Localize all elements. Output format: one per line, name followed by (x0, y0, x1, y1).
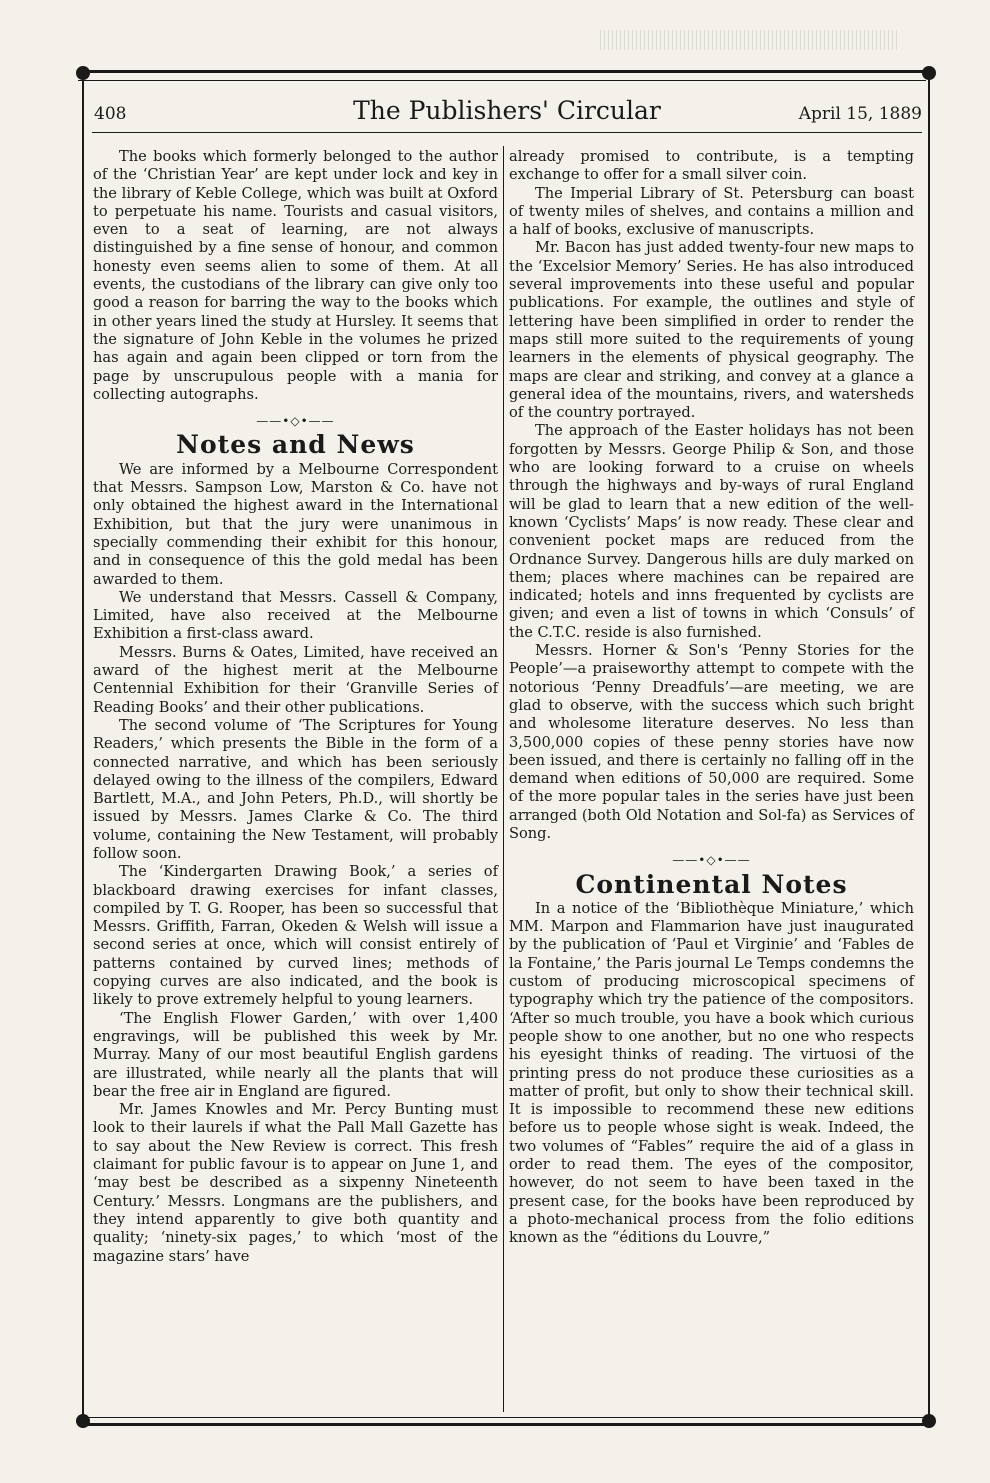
issue-date: April 15, 1889 (798, 104, 922, 124)
paragraph: Mr. James Knowles and Mr. Percy Bunting must look to their laurels if what the Pall Mall Gazette has to say about the New Review is correct. This fresh claimant for public favour is to appear on June 1, and ‘may best be described as a sixpenny Nineteenth Century.’ Messrs. Longmans are the publishers, and they intend apparently to give both quantity and quality; ‘ninety-six pages,’ to which ‘most of the magazine stars’ have (93, 1101, 498, 1265)
paragraph: Mr. Bacon has just added twenty-four new maps to the ‘Excelsior Memory’ Series. He has also introduced several improvements into these useful and popular publications. For example, the outlines and style of lettering have been simplified in order to render the maps still more suited to the requirements of young learners in the elements of physical geography. The maps are clear and striking, and convey at a glance a general idea of the mountains, rivers, and watersheds of the country portrayed. (509, 239, 914, 422)
paragraph: ‘The English Flower Garden,’ with over 1,400 engravings, will be published this week by Mr. Murray. Many of our most beautiful English gardens are illustrated, while nearly all the plants that will bear the free air in England are figured. (93, 1009, 498, 1100)
header-rule (92, 132, 922, 133)
right-border (928, 70, 930, 1426)
column-divider (503, 146, 504, 1412)
paragraph: The ‘Kindergarten Drawing Book,’ a series of blackboard drawing exercises for infant classes, compiled by T. G. Rooper, has been so successful that Messrs. Griffith, Farran, Okeden & Welsh will issue a second series at once, which will consist entirely of patterns contained by curved lines; methods of copying curves are also indicated, and the book is likely to prove extremely helpful to young learners. (93, 863, 498, 1009)
top-border-thin (78, 80, 926, 81)
bottom-border-thin (78, 1417, 926, 1418)
corner-ornament-icon (76, 1414, 90, 1428)
paragraph: Messrs. Horner & Son's ‘Penny Stories for the People’—a praiseworthy attempt to compete with the notorious ‘Penny Dreadfuls’—are meeting, we are glad to observe, with the success which such bright and wholesome literature deserves. No less than 3,500,000 copies of these penny stories have now been issued, and there is certainly no falling off in the demand when editions of 50,000 are required. Some of the more popular tales in the series have just been arranged (both Old Notation and Sol-fa) as Services of Song. (509, 642, 914, 842)
paragraph: We are informed by a Melbourne Correspondent that Messrs. Sampson Low, Marston & Co. have not only obtained the highest award in the International Exhibition, but that the jury were unanimous in specially commending their exhibit for this honour, and in consequence of this the gold medal has been awarded to them. (93, 460, 498, 588)
corner-ornament-icon (76, 66, 90, 80)
section-heading: Continental Notes (575, 869, 848, 899)
paragraph: Messrs. Burns & Oates, Limited, have received an award of the highest merit at the Melbourne Centennial Exhibition for their ‘Granville Series of Reading Books’ and their other publications. (93, 643, 498, 716)
running-title: The Publishers' Circular (353, 96, 661, 125)
top-border-thick (78, 70, 926, 73)
section-separator: ——•◇•—— (672, 853, 751, 868)
page-number: 408 (94, 104, 127, 124)
print-speckle (600, 30, 900, 50)
page-header (92, 96, 922, 128)
corner-ornament-icon (922, 66, 936, 80)
bottom-border-thick (78, 1423, 926, 1426)
paragraph: The second volume of ‘The Scriptures for Young Readers,’ which presents the Bible in the form of a connected narrative, and which has been seriously delayed owing to the illness of the compilers, Edward Bartlett, M.A., and John Peters, Ph.D., will shortly be issued by Messrs. James Clarke & Co. The third volume, containing the New Testament, will probably follow soon. (93, 716, 498, 862)
corner-ornament-icon (922, 1414, 936, 1428)
paragraph: We understand that Messrs. Cassell & Company, Limited, have also received at the Melbourne Exhibition a first-class award. (93, 588, 498, 643)
paragraph: The approach of the Easter holidays has not been forgotten by Messrs. George Philip & Son, and those who are looking forward to a cruise on wheels through the highways and by-ways of rural England will be glad to learn that a new edition of the well-known ‘Cyclists’ Maps’ is now ready. These clear and convenient pocket maps are reduced from the Ordnance Survey. Dangerous hills are duly marked on them; places where machines can be repaired are indicated; hotels and inns frequented by cyclists are given; and even a list of towns in which ‘Consuls’ of the C.T.C. reside is also furnished. (509, 422, 914, 641)
paragraph: The Imperial Library of St. Petersburg can boast of twenty miles of shelves, and contains a million and a half of books, exclusive of manuscripts. (509, 184, 914, 239)
paragraph: In a notice of the ‘Bibliothèque Miniature,’ which MM. Marpon and Flammarion have just inaugurated by the publication of ‘Paul et Virginie’ and ‘Fables de la Fontaine,’ the Paris journal Le Temps condemns the custom of producing microscopical specimens of typography which try the patience of the compositors. ‘After so much trouble, you have a book which curious people show to one another, but no one who respects his eyesight thinks of reading. The virtuosi of the printing press do not produce these curiosities as a matter of profit, but only to show their technical skill. It is impossible to recommend these new editions before us to people whose sight is weak. Indeed, the two volumes of “Fables” require the aid of a glass in order to read them. The eyes of the compositor, however, do not seem to have been taxed in the present case, for the books have been reproduced by a photo-mechanical process from the folio editions known as the “éditions du Louvre,” (509, 899, 914, 1247)
left-column (93, 148, 498, 1266)
section-separator: ——•◇•—— (256, 414, 335, 429)
paragraph: The books which formerly belonged to the author of the ‘Christian Year’ are kept under lock and key in the library of Keble College, which was built at Oxford to perpetuate his name. Tourists and casual visitors, even to a seat of learning, are not always distinguished by a fine sense of honour, and common honesty even seems alien to some of them. At all events, the custodians of the library can give only too good a reason for barring the way to the books which in other years lined the study at Hursley. It seems that the signature of John Keble in the volumes he prized has again and again been clipped or torn from the page by unscrupulous people with a mania for collecting autographs. (93, 148, 498, 403)
right-column (509, 148, 914, 1248)
left-border (82, 70, 84, 1426)
section-heading: Notes and News (176, 430, 415, 460)
paragraph: already promised to contribute, is a tempting exchange to offer for a small silver coin. (509, 148, 914, 184)
